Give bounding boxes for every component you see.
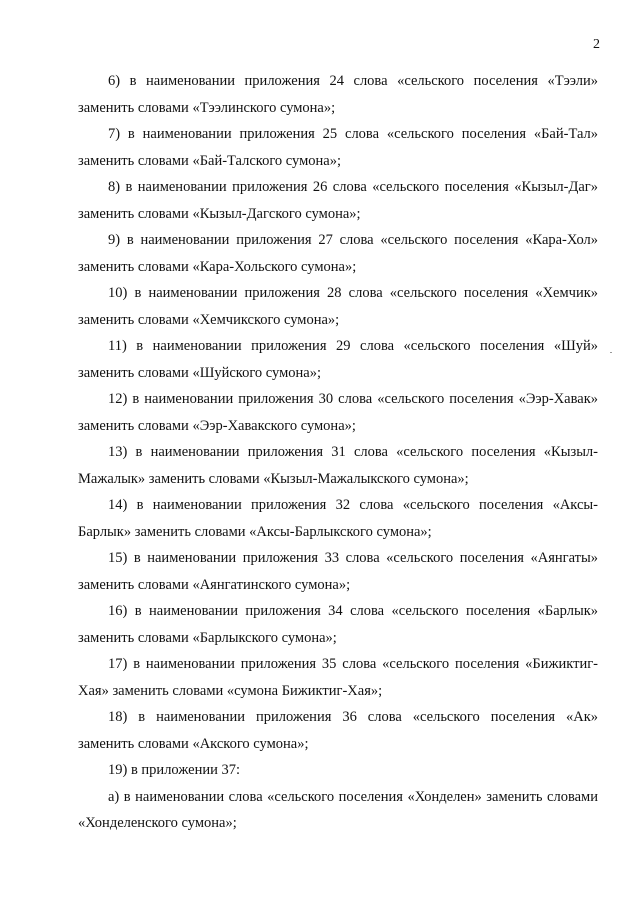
paragraph-item-13: 13) в наименовании приложения 31 слова «сельского поселения «Кызыл-Мажалык» заменить словами «Кызыл-Мажалыкского сумона»; xyxy=(78,444,598,487)
page-number: 2 xyxy=(593,37,600,52)
paragraph-item-9: 9) в наименовании приложения 27 слова «сельского поселения «Кара-Хол» заменить словами «Кара-Хольского сумона»; xyxy=(78,232,598,275)
paragraph-item-12: 12) в наименовании приложения 30 слова «сельского поселения «Ээр-Хавак» заменить словами «Ээр-Хавакского сумона»; xyxy=(78,391,598,434)
paragraph-item-6: 6) в наименовании приложения 24 слова «сельского поселения «Тээли» заменить словами «Тээлинского сумона»; xyxy=(78,73,598,116)
paragraph-item-10: 10) в наименовании приложения 28 слова «сельского поселения «Хемчик» заменить словами «Хемчикского сумона»; xyxy=(78,285,598,328)
paragraph-item-19: 19) в приложении 37: xyxy=(108,762,241,778)
margin-mark xyxy=(610,352,612,353)
paragraph-item-18: 18) в наименовании приложения 36 слова «сельского поселения «Ак» заменить словами «Акского сумона»; xyxy=(78,709,598,752)
paragraph-item-14: 14) в наименовании приложения 32 слова «сельского поселения «Аксы-Барлык» заменить словами «Аксы-Барлыкского сумона»; xyxy=(78,497,598,540)
document-body xyxy=(78,68,598,837)
paragraph-item-8: 8) в наименовании приложения 26 слова «сельского поселения «Кызыл-Даг» заменить словами «Кызыл-Дагского сумона»; xyxy=(78,179,598,222)
paragraph-item-15: 15) в наименовании приложения 33 слова «сельского поселения «Аянгаты» заменить словами «Аянгатинского сумона»; xyxy=(78,550,598,593)
paragraph-item-19a: а) в наименовании слова «сельского поселения «Хонделен» заменить словами «Хонделенского сумона»; xyxy=(78,788,598,831)
paragraph-item-11: 11) в наименовании приложения 29 слова «сельского поселения «Шуй» заменить словами «Шуйского сумона»; xyxy=(78,338,598,381)
paragraph-item-7: 7) в наименовании приложения 25 слова «сельского поселения «Бай-Тал» заменить словами «Бай-Талского сумона»; xyxy=(78,126,598,169)
paragraph-item-16: 16) в наименовании приложения 34 слова «сельского поселения «Барлык» заменить словами «Барлыкского сумона»; xyxy=(78,603,598,646)
paragraph-item-17: 17) в наименовании приложения 35 слова «сельского поселения «Бижиктиг-Хая» заменить словами «сумона Бижиктиг-Хая»; xyxy=(78,656,598,699)
